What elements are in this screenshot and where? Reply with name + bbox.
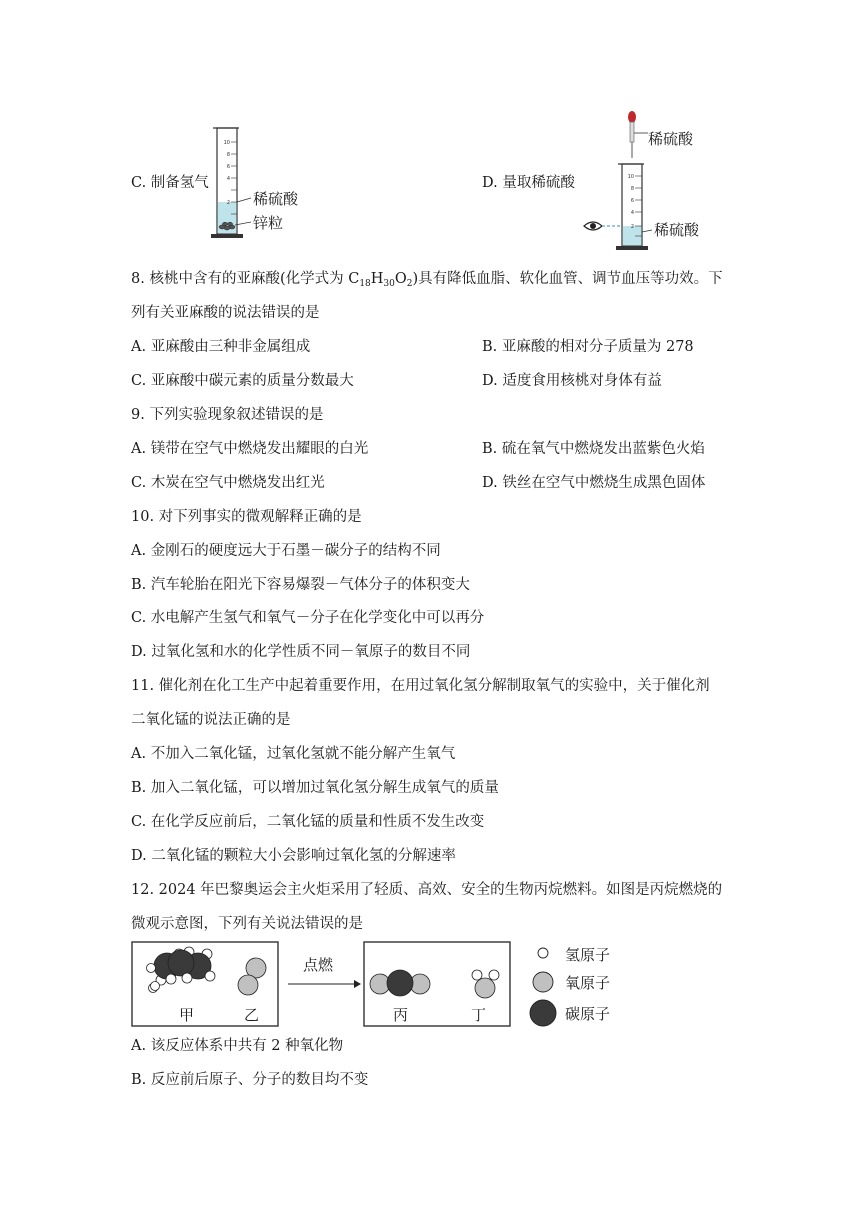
q10-option-a: A. 金刚石的硬度远大于石墨－碳分子的结构不同 bbox=[131, 543, 441, 559]
svg-text:4: 4 bbox=[630, 210, 634, 216]
q7-option-c: C. 制备氢气 bbox=[131, 175, 209, 191]
q9-option-b: B. 硫在氧气中燃烧发出蓝紫色火焰 bbox=[482, 441, 705, 457]
svg-text:2: 2 bbox=[630, 224, 634, 230]
q9-option-a: A. 镁带在空气中燃烧发出耀眼的白光 bbox=[131, 441, 369, 457]
legend-carbon-label: 碳原子 bbox=[565, 1005, 611, 1023]
q10-stem: 10. 对下列事实的微观解释正确的是 bbox=[131, 509, 362, 525]
figure-d-measuring bbox=[580, 108, 720, 253]
q12-stem-line2: 微观示意图，下列有关说法错误的是 bbox=[131, 916, 363, 932]
q7-option-d: D. 量取稀硫酸 bbox=[482, 175, 575, 191]
q11-option-a: A. 不加入二氧化锰，过氧化氢就不能分解产生氧气 bbox=[131, 746, 456, 762]
legend-oxygen-icon bbox=[533, 972, 553, 992]
figure-c-label-acid: 稀硫酸 bbox=[253, 190, 299, 208]
label-ding: 丁 bbox=[471, 1006, 487, 1024]
reaction-diagram bbox=[131, 938, 631, 1030]
q9-option-c: C. 木炭在空气中燃烧发出红光 bbox=[131, 475, 325, 491]
q12-option-a: A. 该反应体系中共有 2 种氧化物 bbox=[131, 1038, 344, 1054]
svg-text:2: 2 bbox=[226, 200, 230, 206]
svg-text:10: 10 bbox=[223, 140, 230, 146]
svg-text:10: 10 bbox=[627, 174, 634, 180]
q12-stem-line1: 12. 2024 年巴黎奥运会主火炬采用了轻质、高效、安全的生物丙烷燃料。如图是丙烷燃烧的 bbox=[131, 882, 723, 898]
svg-text:8: 8 bbox=[226, 152, 230, 158]
q10-option-c: C. 水电解产生氢气和氧气－分子在化学变化中可以再分 bbox=[131, 610, 485, 626]
q11-option-b: B. 加入二氧化锰，可以增加过氧化氢分解生成氧气的质量 bbox=[131, 780, 499, 796]
q8-option-d: D. 适度食用核桃对身体有益 bbox=[482, 373, 662, 389]
q11-stem-line1: 11. 催化剂在化工生产中起着重要作用，在用过氧化氢分解制取氧气的实验中，关于催化剂 bbox=[131, 678, 710, 694]
q11-stem-line2: 二氧化锰的说法正确的是 bbox=[131, 712, 291, 728]
svg-text:8: 8 bbox=[630, 186, 634, 192]
legend-oxygen-label: 氧原子 bbox=[565, 974, 611, 992]
q8-option-b: B. 亚麻酸的相对分子质量为 278 bbox=[482, 339, 694, 355]
q11-option-c: C. 在化学反应前后，二氧化锰的质量和性质不发生改变 bbox=[131, 814, 485, 830]
figure-c-cylinder bbox=[205, 124, 315, 244]
q9-stem: 9. 下列实验现象叙述错误的是 bbox=[131, 407, 324, 423]
label-yi: 乙 bbox=[244, 1006, 260, 1024]
figure-d-label-dropper: 稀硫酸 bbox=[648, 130, 694, 148]
q10-option-b: B. 汽车轮胎在阳光下容易爆裂－气体分子的体积变大 bbox=[131, 577, 470, 593]
figure-c-label-zinc: 锌粒 bbox=[253, 214, 284, 232]
q8-option-c: C. 亚麻酸中碳元素的质量分数最大 bbox=[131, 373, 354, 389]
svg-text:6: 6 bbox=[226, 164, 230, 170]
q9-option-d: D. 铁丝在空气中燃烧生成黑色固体 bbox=[482, 475, 706, 491]
legend-atoms bbox=[530, 948, 556, 1026]
arrow-label: 点燃 bbox=[303, 956, 334, 974]
carbon-dioxide-molecule bbox=[370, 970, 430, 996]
q8-stem-line2: 列有关亚麻酸的说法错误的是 bbox=[131, 305, 320, 321]
q8-option-a: A. 亚麻酸由三种非金属组成 bbox=[131, 339, 311, 355]
q10-option-d: D. 过氧化氢和水的化学性质不同－氧原子的数目不同 bbox=[131, 644, 471, 660]
svg-text:4: 4 bbox=[226, 176, 230, 182]
legend-hydrogen-icon bbox=[538, 948, 548, 958]
q12-option-b: B. 反应前后原子、分子的数目均不变 bbox=[131, 1072, 369, 1088]
legend-hydrogen-label: 氢原子 bbox=[565, 946, 611, 964]
svg-text:6: 6 bbox=[630, 198, 634, 204]
figure-d-label-cylinder: 稀硫酸 bbox=[654, 221, 700, 239]
q8-stem-line1: 8. 核桃中含有的亚麻酸(化学式为 $C_{18}H_{30}O_2$)具有降低血脂、软化血管、调节血压等功效。下 bbox=[131, 271, 723, 289]
q11-option-d: D. 二氧化锰的颗粒大小会影响过氧化氢的分解速率 bbox=[131, 848, 456, 864]
label-jia: 甲 bbox=[179, 1006, 195, 1024]
reaction-diagram-svg bbox=[131, 938, 631, 1030]
legend-carbon-icon bbox=[530, 1000, 556, 1026]
label-bing: 丙 bbox=[393, 1006, 409, 1024]
eye-icon bbox=[584, 222, 602, 230]
